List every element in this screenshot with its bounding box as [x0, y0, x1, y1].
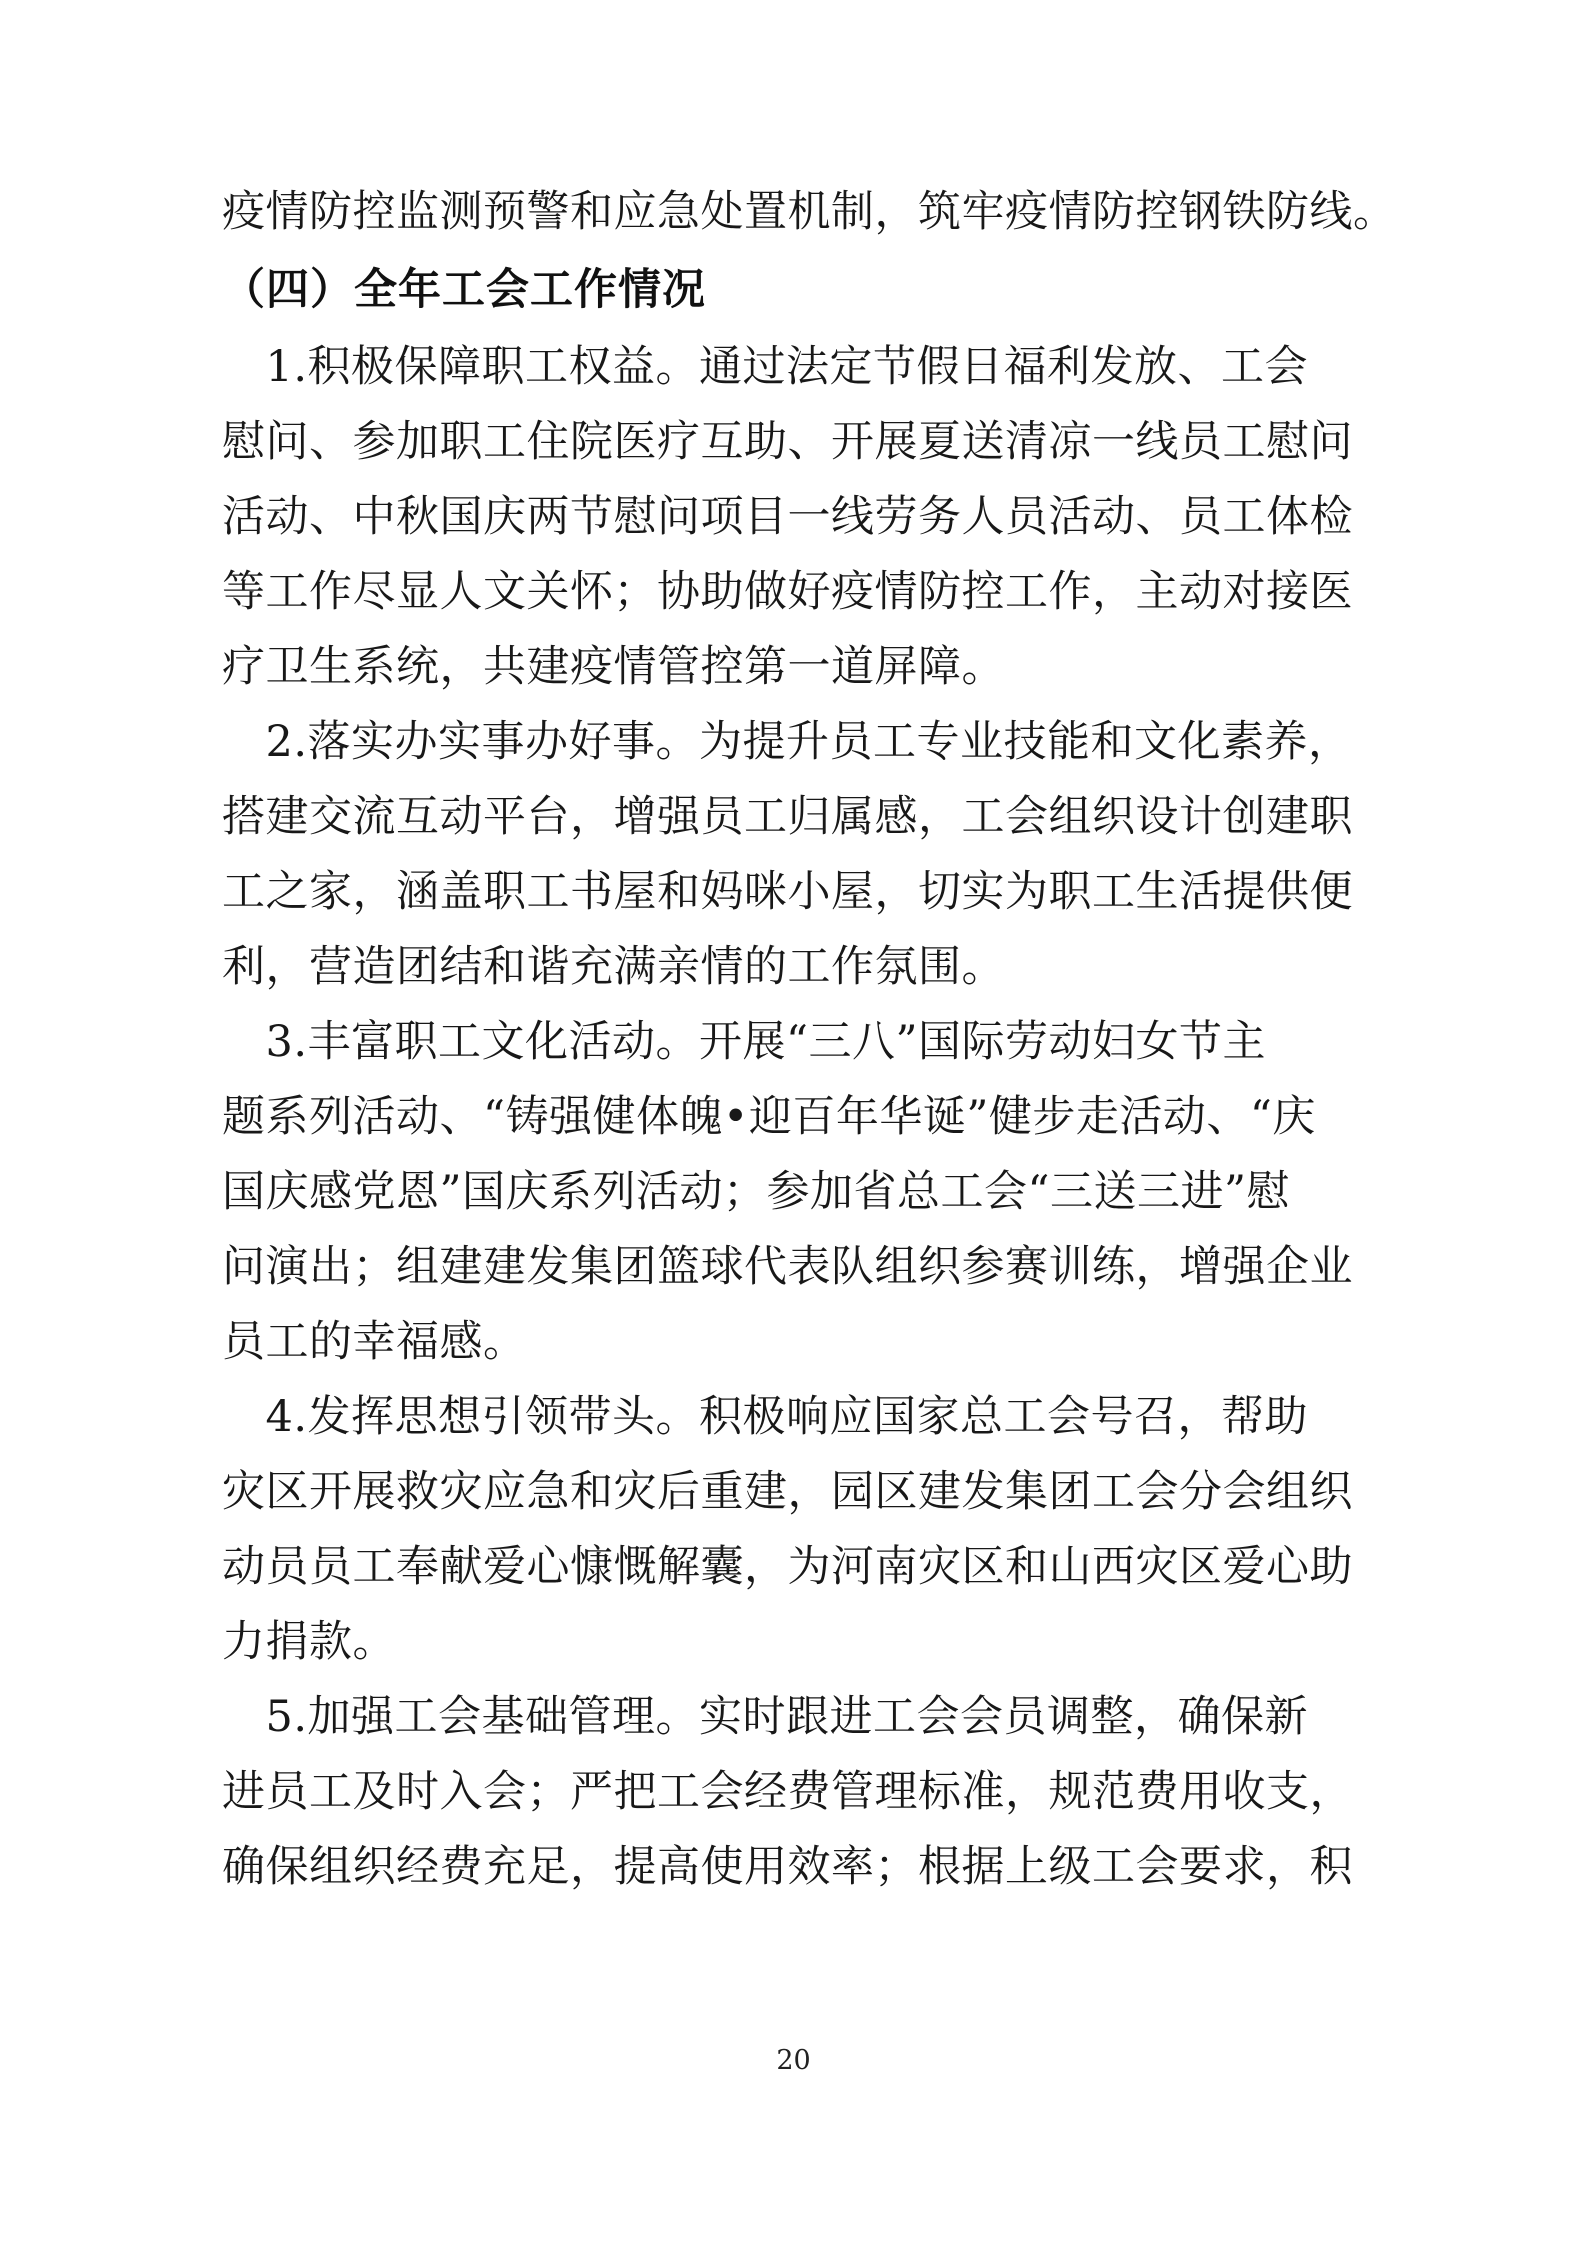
text-line: 搭建交流互动平台，增强员工归属感，工会组织设计创建职 — [222, 792, 1353, 842]
text-line: 疗卫生系统，共建疫情管控第一道屏障。 — [222, 642, 1005, 692]
page-body — [222, 175, 1397, 1905]
text-line: 进员工及时入会；严把工会经费管理标准，规范费用收支， — [222, 1767, 1353, 1817]
text-line: 员工的幸福感。 — [222, 1317, 527, 1367]
text-line: 国庆感党恩”国庆系列活动；参加省总工会“三送三进”慰 — [222, 1167, 1290, 1217]
paragraph-item-1 — [222, 330, 1370, 705]
text-line: 慰问、参加职工住院医疗互助、开展夏送清凉一线员工慰问 — [222, 417, 1353, 467]
text-line: 确保组织经费充足，提高使用效率；根据上级工会要求，积 — [222, 1842, 1353, 1892]
text-line: 力捐款。 — [222, 1617, 396, 1667]
heading-line: （四）全年工会工作情况 — [222, 265, 706, 315]
text-line: 灾区开展救灾应急和灾后重建，园区建发集团工会分会组织 — [222, 1467, 1353, 1517]
text-line: 4.发挥思想引领带头。积极响应国家总工会号召，帮助 — [222, 1392, 1309, 1442]
paragraph-item-5 — [222, 1680, 1370, 1905]
text-line: 工之家，涵盖职工书屋和妈咪小屋，切实为职工生活提供便 — [222, 867, 1353, 917]
text-line: 2.落实办实事办好事。为提升员工专业技能和文化素养， — [222, 717, 1352, 767]
text-line: 疫情防控监测预警和应急处置机制，筑牢疫情防控钢铁防线。 — [222, 187, 1397, 237]
text-line: 等工作尽显人文关怀；协助做好疫情防控工作，主动对接医 — [222, 567, 1353, 617]
paragraph-item-3 — [222, 1005, 1370, 1380]
text-line: 活动、中秋国庆两节慰问项目一线劳务人员活动、员工体检 — [222, 492, 1353, 542]
text-line: 5.加强工会基础管理。实时跟进工会会员调整，确保新 — [222, 1692, 1309, 1742]
paragraph-epidemic-control-continuation — [222, 175, 1397, 250]
text-line: 动员员工奉献爱心慷慨解囊，为河南灾区和山西灾区爱心助 — [222, 1542, 1353, 1592]
text-line: 3.丰富职工文化活动。开展“三八”国际劳动妇女节主 — [222, 1017, 1266, 1067]
text-line: 利，营造团结和谐充满亲情的工作氛围。 — [222, 942, 1005, 992]
text-line: 题系列活动、“铸强健体魄•迎百年华诞”健步走活动、“庆 — [222, 1092, 1316, 1142]
page-number: 20 — [776, 2045, 811, 2076]
text-line: 问演出；组建建发集团篮球代表队组织参赛训练，增强企业 — [222, 1242, 1353, 1292]
text-line: 1.积极保障职工权益。通过法定节假日福利发放、工会 — [222, 342, 1309, 392]
section-heading-four — [222, 250, 1370, 330]
paragraph-item-2 — [222, 705, 1370, 1005]
paragraph-item-4 — [222, 1380, 1370, 1680]
